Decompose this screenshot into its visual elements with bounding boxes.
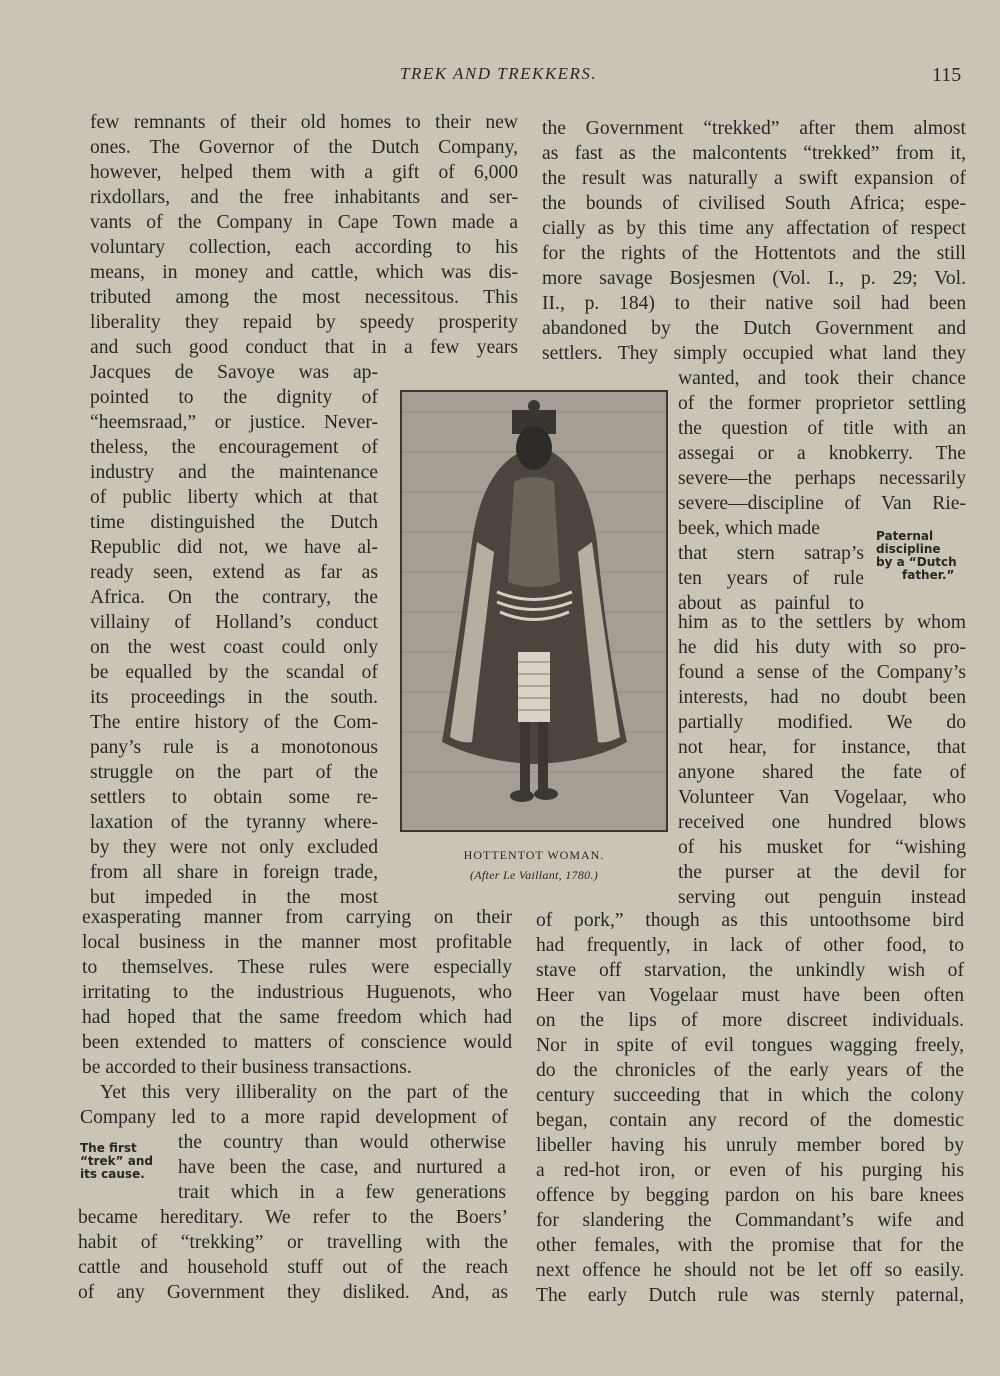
text-line: Nor in spite of evil tongues wagging freely, <box>536 1035 964 1056</box>
right-column-bottom <box>536 908 964 1308</box>
text-line: began, contain any record of the domestic <box>536 1110 964 1131</box>
text-line: have been the case, and nurtured a <box>178 1157 506 1178</box>
text-line: trait which in a few generations <box>178 1182 506 1203</box>
text-line: abandoned by the Dutch Government and <box>542 318 966 339</box>
text-line: became hereditary. We refer to the Boers’ <box>78 1207 508 1228</box>
text-line: a red-hot iron, or even of his purging his <box>536 1160 964 1181</box>
text-line: on the lips of more discreet individuals. <box>536 1010 964 1031</box>
text-line: the purser at the devil for <box>678 862 966 883</box>
text-line: he did his duty with so pro- <box>678 637 966 658</box>
figure-caption: HOTTENTOT WOMAN. <box>463 848 605 862</box>
text-line: The early Dutch rule was sternly paternal, <box>536 1285 964 1306</box>
left-column-top <box>90 110 518 360</box>
text-line: exasperating manner from carrying on their <box>82 907 512 928</box>
text-line: be accorded to their business transactions. <box>82 1057 412 1078</box>
text-line: ones. The Governor of the Dutch Company, <box>90 137 518 158</box>
text-line: be equalled by the scandal of <box>90 662 378 683</box>
text-line: few remnants of their old homes to their new <box>90 112 518 133</box>
text-line: had hoped that the same freedom which had <box>82 1007 512 1028</box>
text-line: been extended to matters of conscience would <box>82 1032 512 1053</box>
text-line: beek, which made <box>678 518 820 539</box>
text-line: ten years of rule <box>678 568 864 589</box>
text-line: the result was naturally a swift expansion of <box>542 168 966 189</box>
text-line: however, helped them with a gift of 6,000 <box>90 162 518 183</box>
engraving-figure-icon <box>402 392 666 830</box>
text-line: for the rights of the Hottentots and the still <box>542 243 966 264</box>
text-line: libeller having his unruly member bored by <box>536 1135 964 1156</box>
text-line: received one hundred blows <box>678 812 966 833</box>
text-line: Yet this very illiberality on the part of the <box>100 1082 508 1103</box>
text-line: assegai or a knobkerry. The <box>678 443 966 464</box>
text-line: settlers. They simply occupied what land they <box>542 343 966 364</box>
text-line: offence by begging pardon on his bare knees <box>536 1185 964 1206</box>
text-line: vants of the Company in Cape Town made a <box>90 212 518 233</box>
text-line: of his musket for “wishing <box>678 837 966 858</box>
page-number: 115 <box>932 64 962 86</box>
text-line: II., p. 184) to their native soil had been <box>542 293 966 314</box>
sidenote-line: “trek” and <box>80 1154 153 1168</box>
hottentot-woman-illustration <box>400 390 668 832</box>
text-line: not hear, for instance, that <box>678 737 966 758</box>
text-line: as fast as the malcontents “trekked” from it, <box>542 143 966 164</box>
text-line: of any Government they disliked. And, as <box>78 1282 508 1303</box>
text-line: century succeeding that in which the colony <box>536 1085 964 1106</box>
text-line: Jacques de Savoye was ap- <box>90 362 378 383</box>
text-line: liberality they repaid by speedy prosperity <box>90 312 518 333</box>
text-line: by they were not only excluded <box>90 837 378 858</box>
text-line: severe—discipline of Van Rie- <box>678 493 966 514</box>
text-line: of public liberty which at that <box>90 487 378 508</box>
text-line: struggle on the part of the <box>90 762 378 783</box>
text-line: Republic did not, we have al- <box>90 537 378 558</box>
text-line: wanted, and took their chance <box>678 368 966 389</box>
sidenote-line: discipline <box>876 542 941 556</box>
text-line: to themselves. These rules were especially <box>82 957 512 978</box>
text-line: rixdollars, and the free inhabitants and ser- <box>90 187 518 208</box>
right-column-narrow-c <box>678 610 966 910</box>
running-header: TREK AND TREKKERS. <box>400 64 598 83</box>
text-line: irritating to the industrious Huguenots, who <box>82 982 512 1003</box>
text-line: pointed to the dignity of <box>90 387 378 408</box>
text-line: him as to the settlers by whom <box>678 612 966 633</box>
left-column-narrow <box>90 360 378 910</box>
text-line: but impeded in the most <box>90 887 378 908</box>
text-line: laxation of the tyranny where- <box>90 812 378 833</box>
text-line: time distinguished the Dutch <box>90 512 378 533</box>
text-line: means, in money and cattle, which was dis- <box>90 262 518 283</box>
sidenote-line: its cause. <box>80 1167 145 1181</box>
sidenote-paternal <box>876 530 957 582</box>
text-line: ready seen, extend as far as <box>90 562 378 583</box>
text-line: Heer van Vogelaar must have been often <box>536 985 964 1006</box>
text-line: severe—the perhaps necessarily <box>678 468 966 489</box>
right-column-narrow-a <box>678 366 966 541</box>
text-line: pany’s rule is a monotonous <box>90 737 378 758</box>
text-line: villainy of Holland’s conduct <box>90 612 378 633</box>
text-line: Volunteer Van Vogelaar, who <box>678 787 966 808</box>
text-line: tributed among the most necessitous. This <box>90 287 518 308</box>
text-line: settlers to obtain some re- <box>90 787 378 808</box>
text-line: from all share in foreign trade, <box>90 862 378 883</box>
text-line: its proceedings in the south. <box>90 687 378 708</box>
left-paragraph-2-start <box>80 1080 508 1130</box>
text-line: partially modified. We do <box>678 712 966 733</box>
sidenote-line: Paternal <box>876 529 934 543</box>
text-line: “heemsraad,” or justice. Never- <box>90 412 378 433</box>
sidenote-first-trek <box>80 1142 153 1181</box>
text-line: the Government “trekked” after them almost <box>542 118 966 139</box>
text-line: Company led to a more rapid development of <box>80 1107 508 1128</box>
sidenote-line: by a “Dutch <box>876 555 957 569</box>
text-line: for slandering the Commandant’s wife and <box>536 1210 964 1231</box>
text-line: Africa. On the contrary, the <box>90 587 378 608</box>
text-line: the question of title with an <box>678 418 966 439</box>
text-line: next offence he should not be let off so easily. <box>536 1260 964 1281</box>
text-line: that stern satrap’s <box>678 543 864 564</box>
text-line: other females, with the promise that for the <box>536 1235 964 1256</box>
text-line: local business in the manner most profitable <box>82 932 512 953</box>
text-line: had frequently, in lack of other food, to <box>536 935 964 956</box>
text-line: of pork,” though as this untoothsome bird <box>536 910 964 931</box>
text-line: about as painful to <box>678 593 864 614</box>
text-line: more savage Bosjesmen (Vol. I., p. 29; Vol. <box>542 268 966 289</box>
text-line: cially as by this time any affectation of respect <box>542 218 966 239</box>
text-line: interests, had no doubt been <box>678 687 966 708</box>
text-line: the country than would otherwise <box>178 1132 506 1153</box>
left-column-bottom <box>82 905 512 1080</box>
text-line: serving out penguin instead <box>678 887 966 908</box>
text-line: and such good conduct that in a few years <box>90 337 518 358</box>
right-column-narrow-b <box>678 541 864 616</box>
figure-credit: (After Le Vaillant, 1780.) <box>469 868 599 882</box>
text-line: anyone shared the fate of <box>678 762 966 783</box>
sidenote-line: father.” <box>902 568 955 582</box>
text-line: stave off starvation, the unkindly wish of <box>536 960 964 981</box>
text-line: The entire history of the Com- <box>90 712 378 733</box>
text-line: industry and the maintenance <box>90 462 378 483</box>
text-line: do the chronicles of the early years of the <box>536 1060 964 1081</box>
text-line: habit of “trekking” or travelling with the <box>78 1232 508 1253</box>
text-line: cattle and household stuff out of the reach <box>78 1257 508 1278</box>
left-paragraph-2-end <box>78 1205 508 1305</box>
left-paragraph-2-indent <box>178 1130 506 1205</box>
text-line: voluntary collection, each according to his <box>90 237 518 258</box>
text-line: the bounds of civilised South Africa; espe- <box>542 193 966 214</box>
sidenote-line: The first <box>80 1141 137 1155</box>
text-line: found a sense of the Company’s <box>678 662 966 683</box>
text-line: theless, the encouragement of <box>90 437 378 458</box>
right-column-top <box>542 116 966 366</box>
text-line: of the former proprietor settling <box>678 393 966 414</box>
text-line: on the west coast could only <box>90 637 378 658</box>
